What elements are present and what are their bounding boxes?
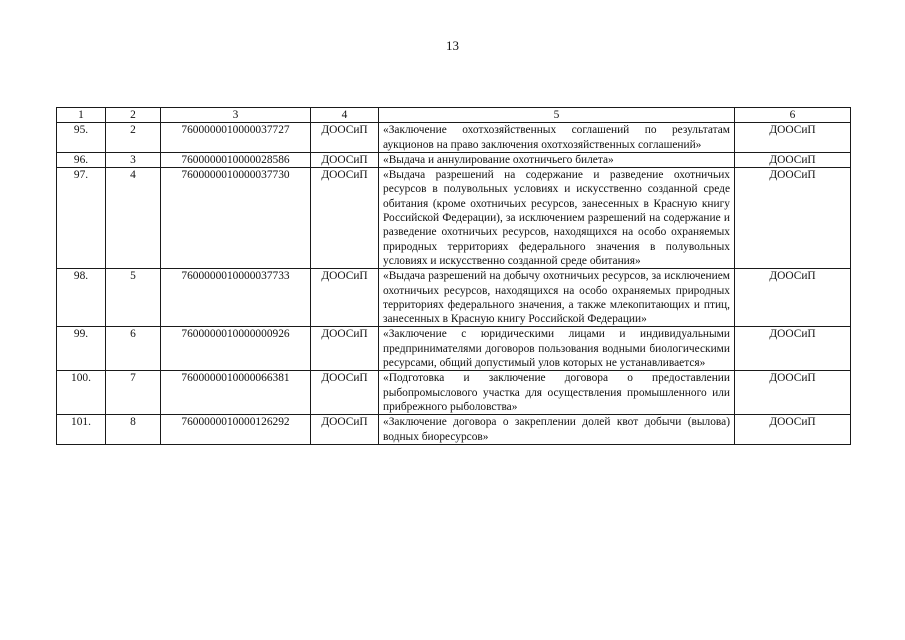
service-code-cell: 7600000010000037727 [161,123,311,153]
table-row [57,327,851,371]
responsible-agency-cell: ДООСиП [735,123,851,153]
table-header-row [57,108,851,123]
row-number-cell: 96. [57,152,106,167]
service-description-cell: «Заключение охотхозяйственных соглашений по результатам аукционов на право заключения охотхозяйственных соглашений» [379,123,735,153]
table-row [57,269,851,327]
service-code-cell: 7600000010000000926 [161,327,311,371]
sequence-cell: 5 [106,269,161,327]
header-cell-2: 2 [106,108,161,123]
row-number-cell: 101. [57,415,106,445]
row-number-cell: 100. [57,371,106,415]
service-description-cell: «Подготовка и заключение договора о предоставлении рыбопромыслового участка для осуществления промышленного или прибрежного рыболовства» [379,371,735,415]
agency-cell: ДООСиП [311,327,379,371]
row-number-cell: 97. [57,168,106,269]
services-table [56,107,851,445]
table-row [57,168,851,269]
responsible-agency-cell: ДООСиП [735,152,851,167]
service-code-cell: 7600000010000037730 [161,168,311,269]
service-description-cell: «Выдача разрешений на содержание и разведение охотничьих ресурсов в полувольных условиях и искусственно созданной среде обитания (кроме охотничьих ресурсов, занесенных в Красную книгу Российской Федерации), за исключением разрешений на содержание и разведение охотничьих ресурсов, находящихся на особо охраняемых природных территориях федерального значения в полувольных условиях и искусственно созданной среде обитания» [379,168,735,269]
service-description-cell: «Заключение договора о закреплении долей квот добычи (вылова) водных биоресурсов» [379,415,735,445]
agency-cell: ДООСиП [311,371,379,415]
agency-cell: ДООСиП [311,269,379,327]
sequence-cell: 6 [106,327,161,371]
responsible-agency-cell: ДООСиП [735,168,851,269]
header-cell-3: 3 [161,108,311,123]
sequence-cell: 7 [106,371,161,415]
sequence-cell: 3 [106,152,161,167]
service-description-cell: «Заключение с юридическими лицами и индивидуальными предпринимателями договоров пользования водными биологическими ресурсами, общий допустимый улов которых не устанавливается» [379,327,735,371]
row-number-cell: 95. [57,123,106,153]
header-cell-1: 1 [57,108,106,123]
row-number-cell: 98. [57,269,106,327]
sequence-cell: 4 [106,168,161,269]
table-row [57,371,851,415]
agency-cell: ДООСиП [311,415,379,445]
table-row [57,415,851,445]
service-code-cell: 7600000010000066381 [161,371,311,415]
agency-cell: ДООСиП [311,123,379,153]
service-description-cell: «Выдача разрешений на добычу охотничьих ресурсов, за исключением охотничьих ресурсов, находящихся на особо охраняемых природных территориях федерального значения, а также млекопитающих и птиц, занесенных в Красную книгу Российской Федерации» [379,269,735,327]
sequence-cell: 8 [106,415,161,445]
row-number-cell: 99. [57,327,106,371]
agency-cell: ДООСиП [311,168,379,269]
responsible-agency-cell: ДООСиП [735,269,851,327]
table-row [57,123,851,153]
responsible-agency-cell: ДООСиП [735,371,851,415]
page-number: 13 [446,38,459,53]
table-row [57,152,851,167]
header-cell-6: 6 [735,108,851,123]
agency-cell: ДООСиП [311,152,379,167]
responsible-agency-cell: ДООСиП [735,327,851,371]
header-cell-5: 5 [379,108,735,123]
service-description-cell: «Выдача и аннулирование охотничьего билета» [379,152,735,167]
service-code-cell: 7600000010000126292 [161,415,311,445]
sequence-cell: 2 [106,123,161,153]
service-code-cell: 7600000010000037733 [161,269,311,327]
responsible-agency-cell: ДООСиП [735,415,851,445]
header-cell-4: 4 [311,108,379,123]
service-code-cell: 7600000010000028586 [161,152,311,167]
